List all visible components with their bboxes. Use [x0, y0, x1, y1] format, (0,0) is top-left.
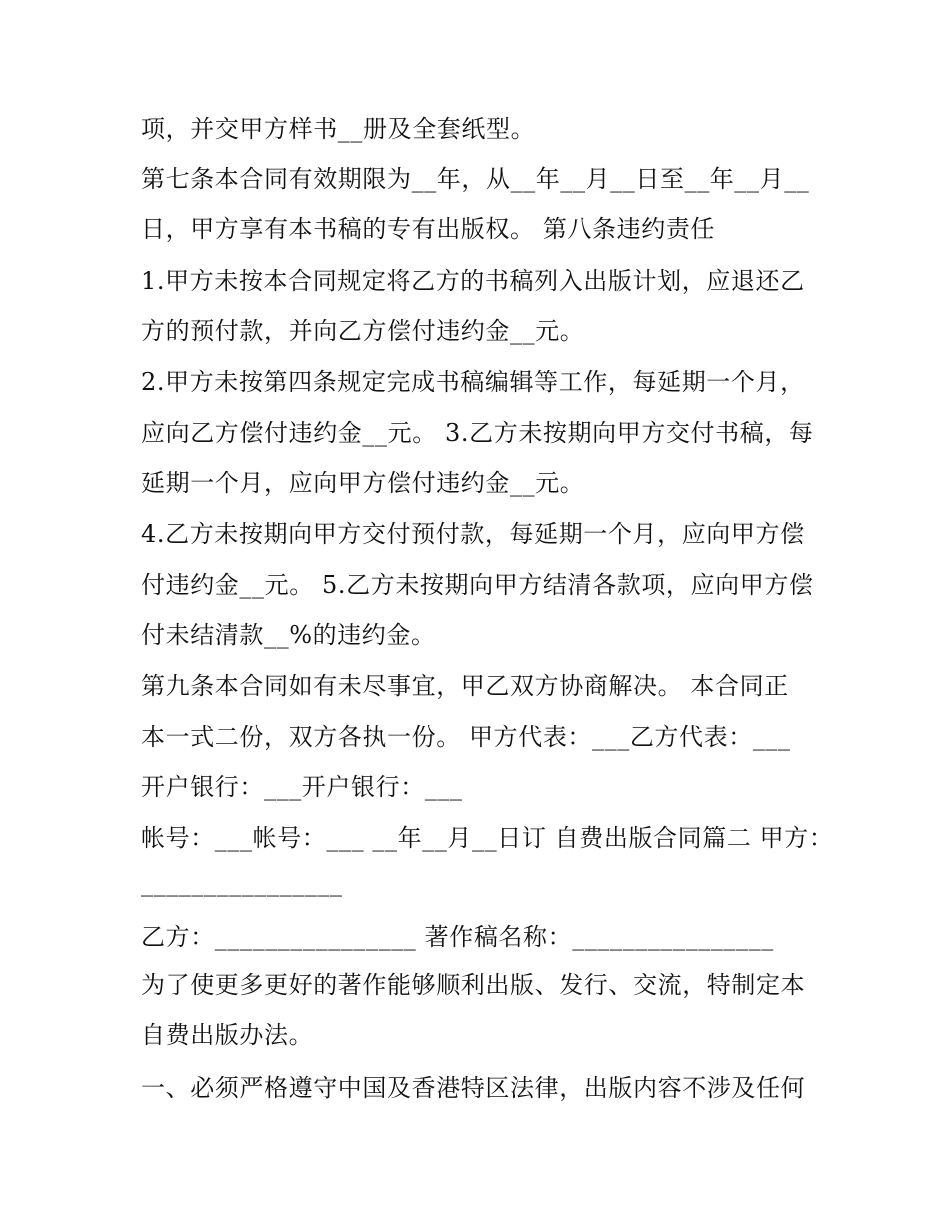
text-line: 2.甲方未按第四条规定完成书稿编辑等工作，每延期一个月，: [141, 368, 805, 396]
text-line: 第七条本合同有效期限为__年，从__年__月__日至__年__月__: [141, 165, 810, 193]
text-line: 第九条本合同如有未尽事宜，甲乙双方协商解决。 本合同正: [141, 672, 789, 700]
text-line: 4.乙方未按期向甲方交付预付款，每延期一个月，应向甲方偿: [141, 520, 805, 548]
text-line: 项，并交甲方样书__册及全套纸型。: [141, 115, 536, 143]
text-line: 方的预付款，并向乙方偿付违约金__元。: [141, 317, 585, 345]
text-line: ________________: [141, 869, 343, 897]
text-line: 1.甲方未按本合同规定将乙方的书稿列入出版计划，应退还乙: [141, 267, 805, 295]
text-line: 付违约金__元。 5.乙方未按期向甲方结清各款项，应向甲方偿: [141, 571, 814, 599]
text-line: 延期一个月，应向甲方偿付违约金__元。: [141, 469, 585, 497]
text-line: 自费出版办法。: [141, 1021, 314, 1049]
text-line: 一、必须严格遵守中国及香港特区法律，出版内容不涉及任何: [141, 1074, 806, 1102]
text-line: 应向乙方偿付违约金__元。 3.乙方未按期向甲方交付书稿，每: [141, 419, 814, 447]
text-line: 日，甲方享有本书稿的专有出版权。 第八条违约责任: [141, 215, 716, 243]
text-line: 付未结清款__%的违约金。: [141, 621, 436, 649]
text-line: 本一式二份，双方各执一份。 甲方代表：___乙方代表：___: [141, 723, 791, 751]
text-line: 乙方：________________ 著作稿名称：________________: [141, 923, 774, 951]
text-line: 为了使更多更好的著作能够顺利出版、发行、交流，特制定本: [141, 971, 806, 999]
text-line: 开户银行：___开户银行：___: [141, 773, 463, 801]
text-line: 帐号：___帐号：___ __年__月__日订 自费出版合同篇二 甲方：: [141, 824, 834, 852]
